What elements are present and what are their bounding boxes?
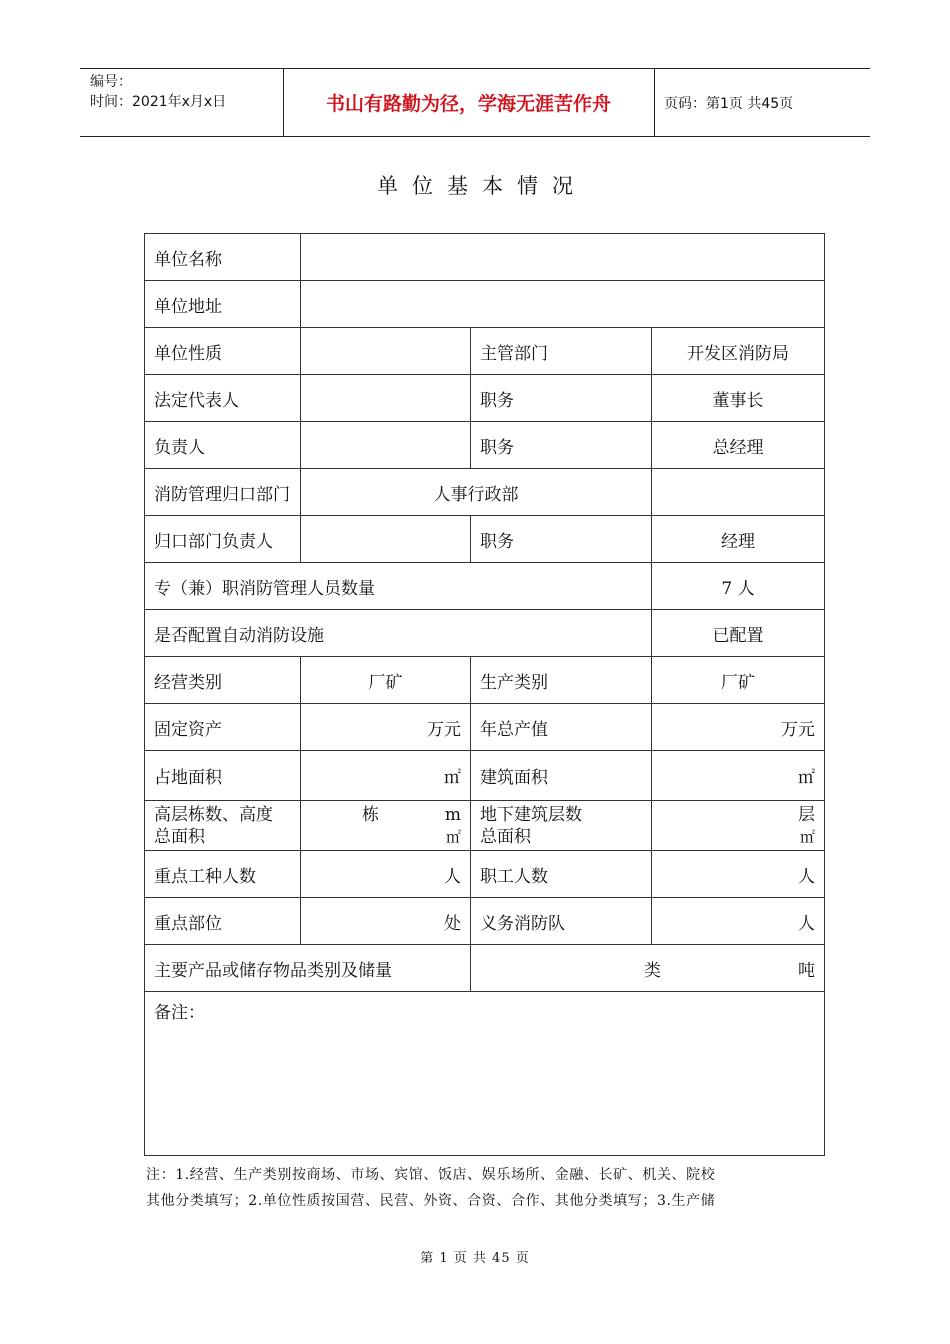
legal-rep-position-label: 职务 (471, 375, 652, 422)
legal-rep-label: 法定代表人 (145, 375, 301, 422)
employees-label: 职工人数 (471, 851, 652, 898)
row-unit-address (145, 281, 825, 328)
underground-area-unit: ㎡ (800, 827, 816, 846)
header-divider-right (654, 68, 655, 136)
row-unit-name (145, 234, 825, 281)
row-auto-fire (145, 610, 825, 657)
supervisor-label: 主管部门 (471, 328, 652, 375)
row-dept-head (145, 516, 825, 563)
building-area-label: 建筑面积 (471, 751, 652, 801)
annual-output-unit[interactable]: 万元 (652, 704, 825, 751)
row-key-parts (145, 898, 825, 945)
footnote-line-1: 注：1.经营、生产类别按商场、市场、宾馆、饭店、娱乐场所、金融、长矿、机关、院校 (146, 1167, 716, 1183)
highrise-label (145, 801, 301, 851)
underground-label-line2: 总面积 (480, 826, 531, 847)
key-workers-label: 重点工种人数 (145, 851, 301, 898)
unit-name-label: 单位名称 (145, 234, 301, 281)
dept-head-field[interactable] (301, 516, 471, 563)
fire-dept-blank (652, 469, 825, 516)
legal-rep-field[interactable] (301, 375, 471, 422)
legal-rep-position-value: 董事长 (652, 375, 825, 422)
row-assets (145, 704, 825, 751)
footnote-line-2: 其他分类填写；2.单位性质按国营、民营、外资、合资、合作、其他分类填写；3.生产储 (146, 1193, 716, 1209)
underground-floors-unit: 层 (798, 804, 816, 825)
products-label: 主要产品或储存物品类别及储量 (145, 945, 471, 992)
unit-info-table (144, 233, 825, 1156)
volunteer-team-label: 义务消防队 (471, 898, 652, 945)
underground-field[interactable] (652, 801, 825, 851)
auto-fire-label: 是否配置自动消防设施 (145, 610, 652, 657)
unit-address-label: 单位地址 (145, 281, 301, 328)
page-title: 单位基本情况 (377, 174, 587, 198)
building-area-unit[interactable]: ㎡ (652, 751, 825, 801)
business-type-value: 厂矿 (301, 657, 471, 704)
underground-label-line1: 地下建筑层数 (480, 804, 582, 825)
row-memo (145, 992, 825, 1156)
row-highrise (145, 801, 825, 851)
header-bottom-rule (80, 136, 870, 137)
highrise-label-line1: 高层栋数、高度 (154, 804, 273, 825)
row-fire-dept (145, 469, 825, 516)
highrise-building-unit: 栋 (362, 804, 379, 825)
row-business-type (145, 657, 825, 704)
dept-head-position-value: 经理 (652, 516, 825, 563)
supervisor-value: 开发区消防局 (652, 328, 825, 375)
row-unit-nature (145, 328, 825, 375)
page-footer: 第 1 页 共 45 页 (420, 1251, 530, 1266)
unit-nature-label: 单位性质 (145, 328, 301, 375)
unit-name-field[interactable] (301, 234, 825, 281)
dept-head-position-label: 职务 (471, 516, 652, 563)
dept-head-label: 归口部门负责人 (145, 516, 301, 563)
production-type-label: 生产类别 (471, 657, 652, 704)
doc-date-label: 时间：2021年x月x日 (90, 94, 227, 110)
key-parts-label: 重点部位 (145, 898, 301, 945)
responsible-position-label: 职务 (471, 422, 652, 469)
highrise-label-line2: 总面积 (154, 826, 205, 847)
fire-dept-label: 消防管理归口部门 (145, 469, 301, 516)
highrise-height-unit: m (444, 804, 461, 825)
products-type-unit: 类 (644, 960, 661, 981)
land-area-unit[interactable]: ㎡ (301, 751, 471, 801)
products-field[interactable] (471, 945, 825, 992)
row-legal-rep (145, 375, 825, 422)
business-type-label: 经营类别 (145, 657, 301, 704)
row-area (145, 751, 825, 801)
row-workers (145, 851, 825, 898)
footnotes (146, 1162, 826, 1214)
fixed-assets-label: 固定资产 (145, 704, 301, 751)
fire-staff-value: 7 人 (652, 563, 825, 610)
fire-dept-value: 人事行政部 (301, 469, 652, 516)
header-motto: 书山有路勤为径，学海无涯苦作舟 (325, 92, 611, 115)
row-responsible (145, 422, 825, 469)
employees-unit[interactable]: 人 (652, 851, 825, 898)
products-weight-unit: 吨 (798, 960, 816, 981)
auto-fire-value: 已配置 (652, 610, 825, 657)
responsible-label: 负责人 (145, 422, 301, 469)
key-workers-unit[interactable]: 人 (301, 851, 471, 898)
memo-field[interactable] (145, 992, 825, 1156)
fire-staff-label: 专（兼）职消防管理人员数量 (145, 563, 652, 610)
row-fire-staff (145, 563, 825, 610)
annual-output-label: 年总产值 (471, 704, 652, 751)
responsible-position-value: 总经理 (652, 422, 825, 469)
responsible-field[interactable] (301, 422, 471, 469)
unit-nature-field[interactable] (301, 328, 471, 375)
row-products (145, 945, 825, 992)
highrise-field[interactable] (301, 801, 471, 851)
production-type-value: 厂矿 (652, 657, 825, 704)
doc-code-label: 编号： (90, 74, 132, 90)
header-page-info: 页码：第1页 共45页 (664, 96, 794, 112)
land-area-label: 占地面积 (145, 751, 301, 801)
unit-address-field[interactable] (301, 281, 825, 328)
underground-label (471, 801, 652, 851)
volunteer-team-unit[interactable]: 人 (652, 898, 825, 945)
fixed-assets-unit[interactable]: 万元 (301, 704, 471, 751)
key-parts-unit[interactable]: 处 (301, 898, 471, 945)
highrise-area-unit: ㎡ (445, 827, 461, 846)
memo-label: 备注： (154, 1003, 205, 1023)
